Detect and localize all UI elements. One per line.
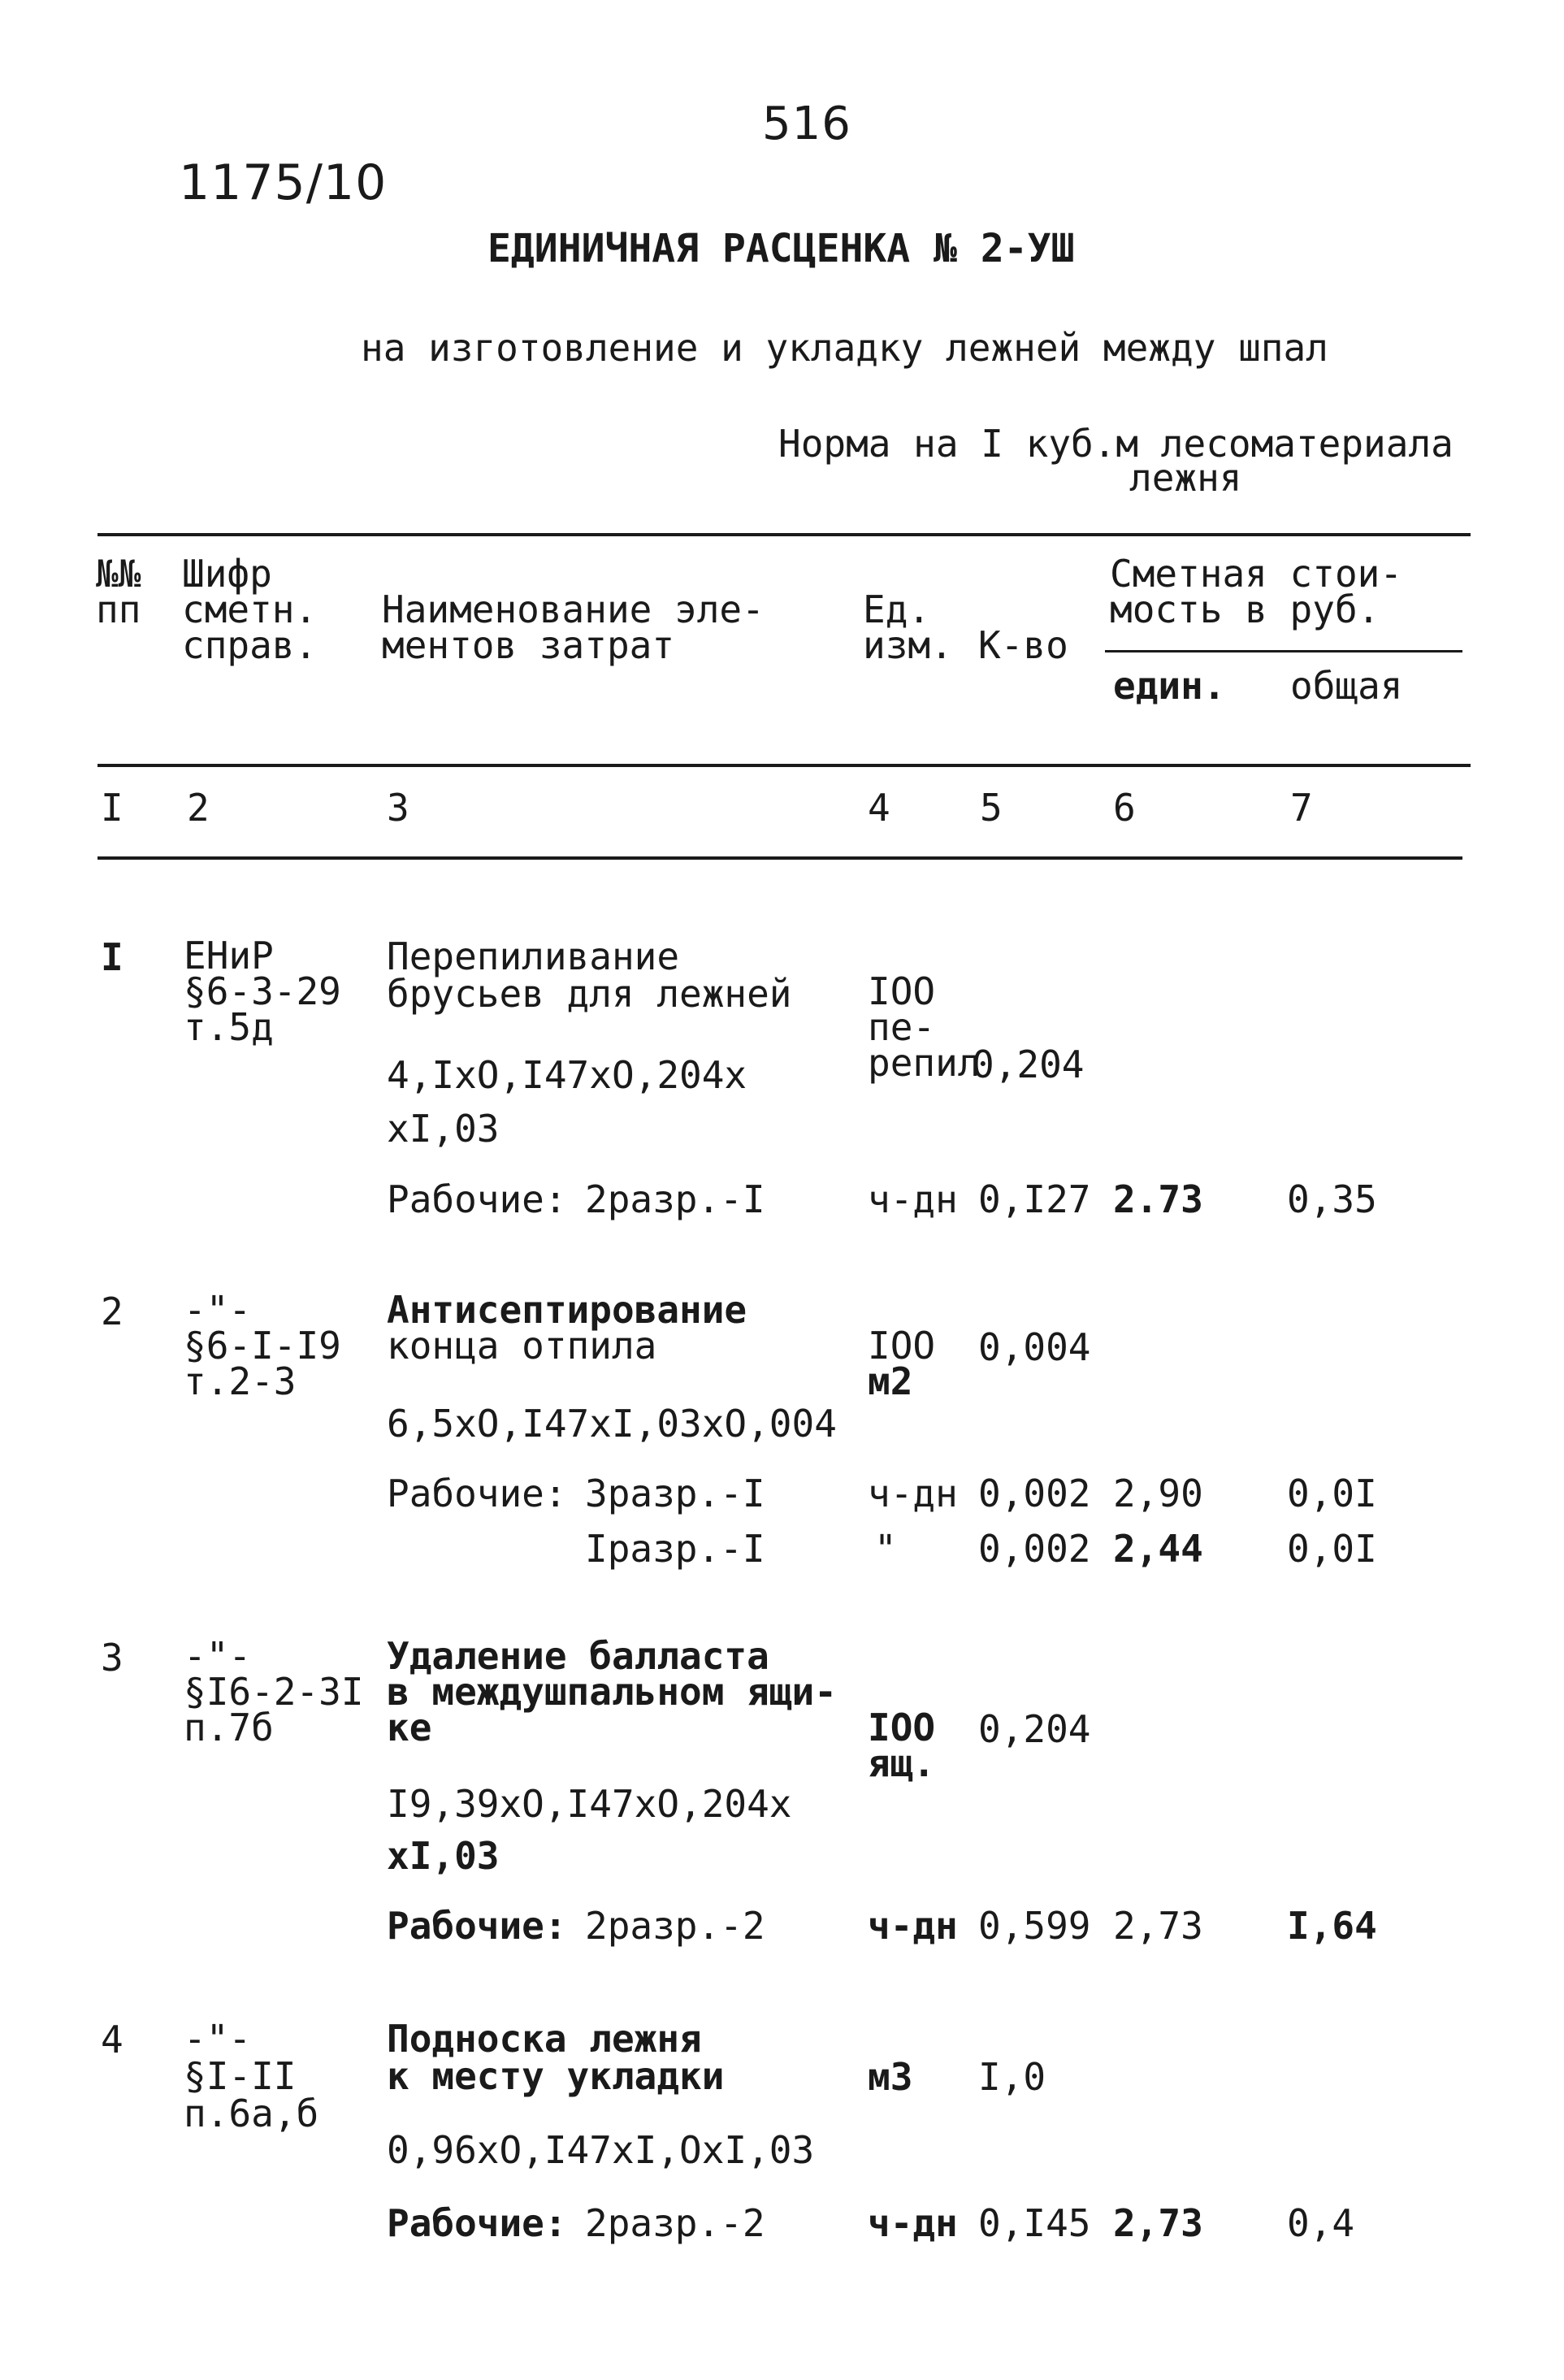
row-code-line1: -"- [184, 1288, 252, 1332]
row-formula-line1: 0,96xO,I47xI,OxI,03 [387, 2128, 815, 2172]
row-name-line2: брусьев для лежней [387, 972, 792, 1016]
worker-grade: 2разр.-2 [585, 1904, 765, 1948]
worker-unit: " [874, 1527, 897, 1571]
header-unit-line2: изм. [863, 623, 953, 667]
worker-grade: Iразр.-I [585, 1527, 765, 1571]
row-number: 3 [101, 1636, 123, 1680]
worker-total: 0,4 [1287, 2201, 1355, 2245]
row-name [387, 1288, 747, 1368]
worker-label: Рабочие: [387, 1472, 567, 1515]
norm-line-2: лежня [1129, 456, 1242, 500]
row-name [387, 934, 792, 1016]
header-cost-group [1110, 552, 1403, 631]
column-number-4: 4 [868, 786, 890, 830]
row-name-line2: в междушпальном ящи- [387, 1670, 837, 1714]
worker-unit: ч-дн [868, 2201, 958, 2245]
header-unit-line1: Ед. [863, 587, 931, 631]
worker-price: 2,73 [1113, 1904, 1203, 1948]
header-num-line1: №№ [96, 552, 141, 596]
column-numbers-rule [97, 856, 1462, 860]
worker-unit: ч-дн [868, 1472, 958, 1515]
row-formula [387, 1778, 792, 1882]
worker-price: 2,90 [1113, 1472, 1203, 1515]
cost-group-rule [1105, 650, 1462, 652]
row-formula-line2: xI,03 [387, 1107, 500, 1151]
header-cost-unit: един. [1113, 664, 1226, 708]
row-name-line1: Перепиливание [387, 934, 680, 978]
row-code [184, 934, 341, 1049]
row-unit [868, 2055, 913, 2099]
row-formula [387, 2128, 815, 2172]
column-number-2: 2 [187, 786, 210, 830]
header-unit [863, 587, 953, 667]
row-code-line2: §I-II [184, 2054, 297, 2098]
row-name-line3: ке [387, 1706, 432, 1749]
worker-grade: 2разр.-I [585, 1177, 765, 1221]
row-unit [868, 969, 981, 1085]
header-name [382, 587, 765, 667]
row-formula [387, 1048, 747, 1155]
row-name-line1: Антисептирование [387, 1288, 747, 1332]
table-top-rule [97, 533, 1471, 536]
worker-qty: 0,I45 [978, 2201, 1091, 2245]
row-unit-line2: пе- [868, 1005, 936, 1049]
worker-total: 0,0I [1287, 1472, 1377, 1515]
worker-label: Рабочие: [387, 2201, 567, 2245]
worker-price: 2,73 [1113, 2201, 1203, 2245]
header-code-line2: сметн. [182, 587, 318, 631]
document-subtitle: на изготовление и укладку лежней между шпал [361, 326, 1328, 370]
worker-grade: 2разр.-2 [585, 2201, 765, 2245]
header-num-line2: пп [96, 587, 141, 631]
worker-total: I,64 [1287, 1904, 1377, 1948]
row-unit-line3: репил [868, 1041, 981, 1085]
worker-qty: 0,002 [978, 1472, 1091, 1515]
norm-line-1: Норма на I куб.м лесоматериала [778, 422, 1454, 466]
worker-qty: 0,599 [978, 1904, 1091, 1948]
row-code-line2: §I6-2-3I [184, 1670, 364, 1714]
row-unit-line1: IOO [868, 1324, 936, 1368]
row-code [184, 1288, 341, 1403]
row-name [387, 1634, 837, 1749]
row-code-line1: -"- [184, 1634, 252, 1678]
header-num [96, 552, 141, 631]
row-number: I [101, 935, 123, 979]
header-code-line1: Шифр [182, 552, 272, 596]
worker-label: Рабочие: [387, 1904, 567, 1948]
row-unit-line1: IOO [868, 969, 936, 1013]
column-number-5: 5 [980, 786, 1003, 830]
row-name-line1: Удаление балласта [387, 1634, 769, 1678]
page-number: 516 [762, 98, 851, 150]
worker-qty: 0,002 [978, 1527, 1091, 1571]
header-code [182, 552, 318, 667]
worker-total: 0,35 [1287, 1177, 1377, 1221]
row-code-line3: п.6а,б [184, 2092, 319, 2135]
row-code-line3: т.2-3 [184, 1359, 297, 1403]
row-code [184, 2017, 319, 2135]
column-number-1: I [101, 786, 123, 830]
row-qty: 0,204 [972, 1043, 1085, 1086]
row-unit-line2: ящ. [868, 1741, 936, 1785]
column-number-3: 3 [387, 786, 409, 830]
worker-unit: ч-дн [868, 1904, 958, 1948]
worker-total: 0,0I [1287, 1527, 1377, 1571]
row-unit [868, 1706, 936, 1785]
worker-label: Рабочие: [387, 1177, 567, 1221]
worker-grade: 3разр.-I [585, 1472, 765, 1515]
row-unit-line2: м2 [868, 1359, 913, 1403]
row-code-line1: ЕНиР [184, 934, 274, 978]
header-name-line2: ментов затрат [382, 623, 675, 667]
worker-price: 2.73 [1113, 1177, 1203, 1221]
row-name-line2: к месту укладки [387, 2054, 725, 2098]
row-code-line1: -"- [184, 2017, 252, 2061]
row-unit-line1: IOO [868, 1706, 936, 1749]
row-code-line3: т.5д [184, 1005, 274, 1049]
row-name-line1: Подноска лежня [387, 2017, 702, 2061]
row-code-line2: §6-I-I9 [184, 1324, 341, 1368]
row-name [387, 2017, 725, 2098]
header-bottom-rule [97, 764, 1471, 767]
row-qty: 0,204 [978, 1707, 1091, 1751]
header-cost-group-line2: мость в руб. [1110, 587, 1380, 631]
header-code-line3: справ. [182, 623, 318, 667]
row-formula-line1: 6,5xO,I47xI,03xO,004 [387, 1402, 837, 1446]
row-qty: I,0 [978, 2055, 1046, 2099]
row-formula-line1: I9,39xO,I47xO,204x [387, 1782, 792, 1826]
worker-price: 2,44 [1113, 1527, 1203, 1571]
row-formula-line1: 4,IxO,I47xO,204x [387, 1053, 747, 1097]
row-unit-line1: м3 [868, 2055, 913, 2099]
document-title: ЕДИНИЧНАЯ РАСЦЕНКА № 2-УШ [487, 226, 1075, 271]
row-name-line2: конца отпила [387, 1324, 657, 1368]
handwritten-reference: 1175/10 [179, 154, 388, 211]
row-number: 4 [101, 2018, 123, 2061]
row-code [184, 1634, 364, 1749]
row-code-line3: п.7б [184, 1706, 274, 1749]
row-formula [387, 1402, 837, 1446]
row-code-line2: §6-3-29 [184, 969, 341, 1013]
column-number-6: 6 [1113, 786, 1136, 830]
header-cost-total: общая [1290, 664, 1403, 708]
header-qty: К-во [978, 623, 1068, 667]
worker-qty: 0,I27 [978, 1177, 1091, 1221]
row-unit [868, 1324, 936, 1403]
header-name-line1: Наименование эле- [382, 587, 765, 631]
worker-unit: ч-дн [868, 1177, 958, 1221]
row-formula-line2: xI,03 [387, 1834, 500, 1878]
row-number: 2 [101, 1290, 123, 1333]
row-qty: 0,004 [978, 1325, 1091, 1369]
header-cost-group-line1: Сметная стои- [1110, 552, 1403, 596]
column-number-7: 7 [1290, 786, 1313, 830]
